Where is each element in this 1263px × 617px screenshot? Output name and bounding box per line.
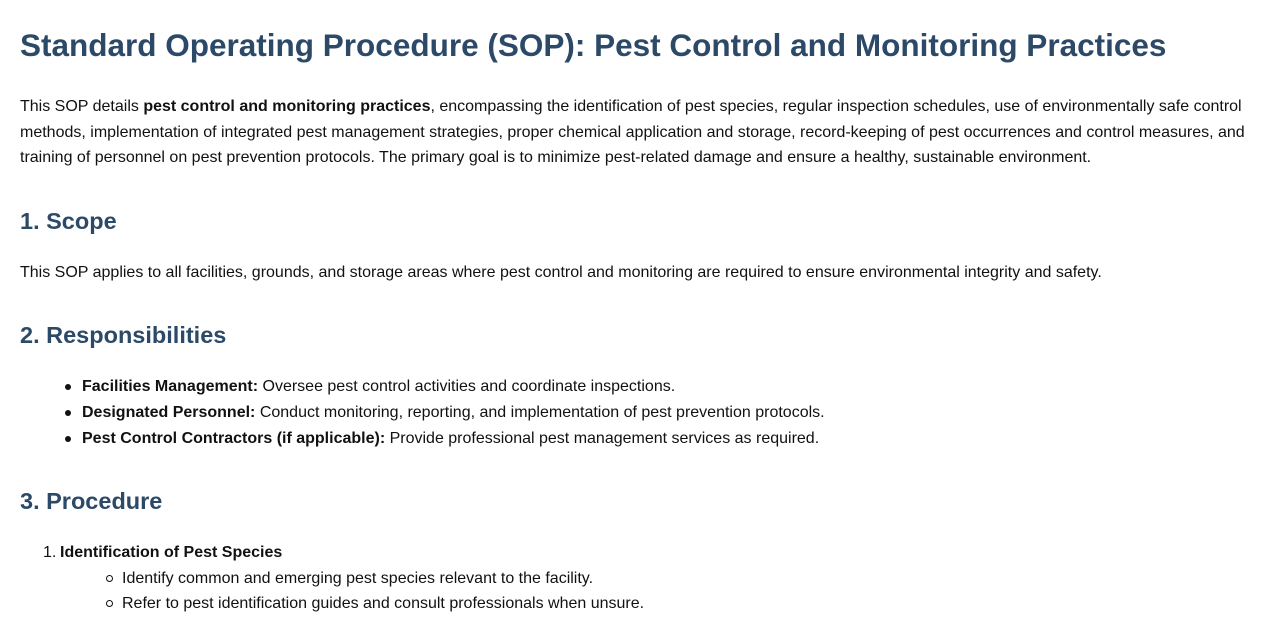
circle-bullet-icon (106, 575, 113, 582)
responsibility-role: Facilities Management: (82, 378, 259, 396)
responsibility-text: Provide professional pest management services as required. (385, 429, 820, 447)
procedure-step (43, 540, 1243, 617)
scope-text: This SOP applies to all facilities, grounds, and storage areas where pest control and monitoring are required to ensure environmental integrity and safety. (20, 263, 1102, 281)
list-item (82, 374, 1243, 400)
step-title: Identification of Pest Species (60, 544, 283, 562)
bullet-icon (65, 410, 71, 416)
intro-text-after: , encompassing the identification of pest species, regular inspection schedules, use of environmentally safe control methods, implementation of integrated pest management strategies, proper chemical application and storage, record-keeping of pest occurrences and control measures, and training of personnel on pest prevention protocols. The primary goal is to minimize pest-related damage and ensure a healthy, sustainable environment. (20, 98, 1245, 167)
procedure-steps-list (20, 540, 1243, 617)
list-item (122, 566, 1243, 592)
intro-text-bold: pest control and monitoring practices (143, 98, 431, 115)
bullet-icon (65, 384, 71, 390)
responsibility-role: Pest Control Contractors (if applicable): (82, 429, 386, 447)
responsibility-text: Oversee pest control activities and coordinate inspections. (258, 378, 676, 396)
bullet-icon (65, 436, 71, 442)
substeps-list (60, 566, 1243, 617)
intro-text-before: This SOP details (20, 98, 144, 115)
responsibilities-list (20, 374, 1243, 451)
intro-paragraph (20, 94, 1248, 171)
list-item (122, 591, 1243, 617)
page-title: Standard Operating Procedure (SOP): Pest Control and Monitoring Practices (20, 27, 1167, 63)
list-item (82, 426, 1243, 452)
responsibility-role: Designated Personnel: (82, 403, 256, 421)
responsibilities-heading: 2. Responsibilities (20, 322, 227, 349)
procedure-heading: 3. Procedure (20, 488, 163, 515)
list-item (82, 400, 1243, 426)
substep-text: Refer to pest identification guides and consult professionals when unsure. (122, 595, 645, 613)
step-number: 1. (43, 544, 57, 562)
responsibility-text: Conduct monitoring, reporting, and implementation of pest prevention protocols. (255, 403, 825, 421)
circle-bullet-icon (106, 600, 113, 607)
substep-text: Identify common and emerging pest species relevant to the facility. (122, 569, 594, 587)
scope-heading: 1. Scope (20, 207, 117, 234)
